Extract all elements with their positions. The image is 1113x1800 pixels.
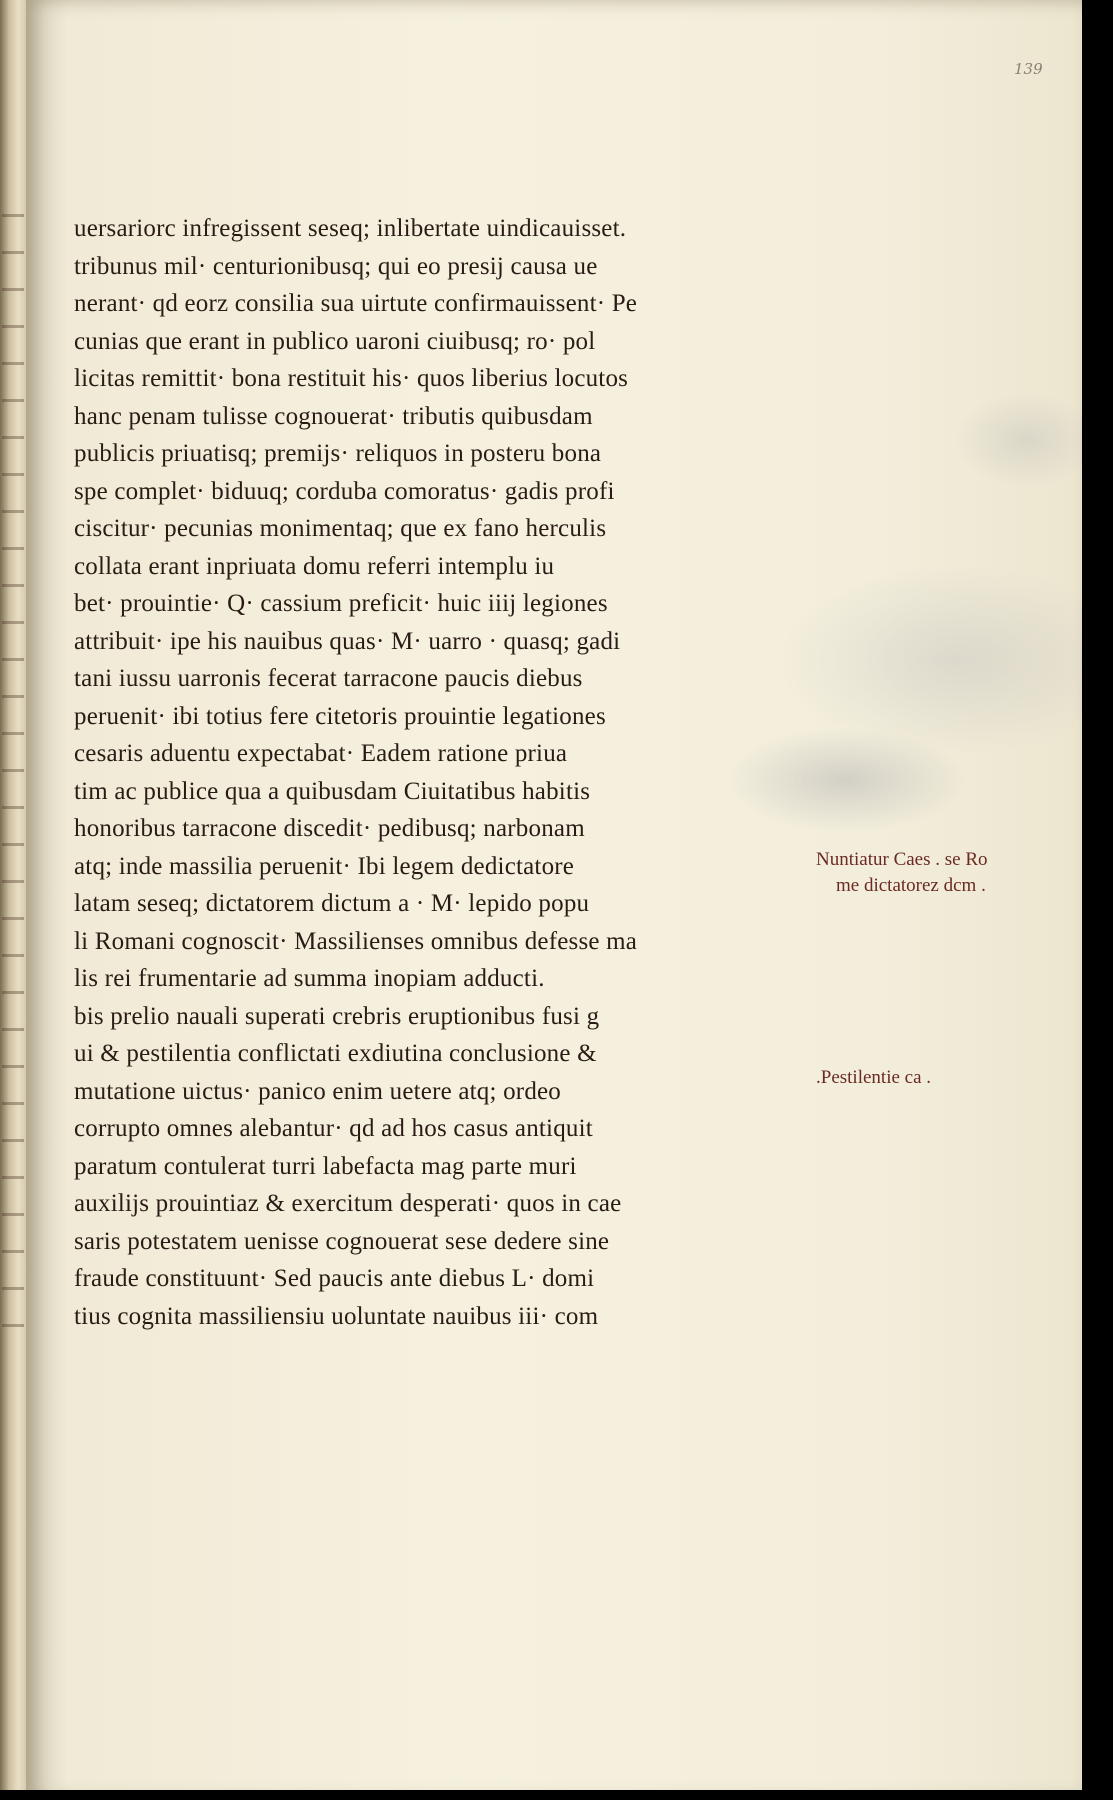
text-line: paratum contulerat turri labefacta mag parte muri bbox=[74, 1152, 577, 1180]
manuscript-folio bbox=[26, 0, 1082, 1800]
text-line: fraude constituunt· Sed paucis ante diebus L· domi bbox=[74, 1265, 595, 1292]
text-line: tribunus mil· centurionibusq; qui eo presij causa ue bbox=[74, 252, 598, 280]
text-line: honoribus tarracone discedit· pedibusq; narbonam bbox=[74, 815, 585, 842]
marginal-note-line: .Pestilentie ca . bbox=[816, 1067, 932, 1088]
previous-page-edge bbox=[0, 0, 26, 1800]
text-line: atq; inde massilia peruenit· Ibi legem dedictatore bbox=[74, 852, 575, 880]
marginal-note-dictator bbox=[816, 847, 988, 899]
text-line: peruenit· ibi totius fere citetoris prouintie legationes bbox=[74, 702, 606, 730]
marginal-note-pestilence bbox=[816, 1065, 931, 1091]
main-text-column bbox=[74, 210, 834, 1335]
text-line: latam seseq; dictatorem dictum a · M· lepido popu bbox=[74, 890, 590, 917]
text-line: corrupto omnes alebantur· qd ad hos casus antiquit bbox=[74, 1115, 593, 1142]
text-line: cunias que erant in publico uaroni ciuibusq; ro· pol bbox=[74, 327, 596, 355]
text-line: bis prelio nauali superati crebris eruptionibus fusi g bbox=[74, 1002, 600, 1030]
text-line: nerant· qd eorz consilia sua uirtute confirmauissent· Pe bbox=[74, 290, 638, 317]
previous-page-text-fragments bbox=[2, 190, 24, 1350]
text-line: tani iussu uarronis fecerat tarracone paucis diebus bbox=[74, 665, 583, 692]
text-line: tius cognita massiliensiu uoluntate nauibus iii· com bbox=[74, 1302, 599, 1330]
text-line: tim ac publice qua a quibusdam Ciuitatibus habitis bbox=[74, 777, 591, 805]
text-line: cesaris aduentu expectabat· Eadem ratione priua bbox=[74, 740, 568, 767]
text-line: saris potestatem uenisse cognouerat sese dedere sine bbox=[74, 1227, 610, 1255]
text-line: attribuit· ipe his nauibus quas· M· uarro · quasq; gadi bbox=[74, 627, 621, 655]
text-line: licitas remittit· bona restituit his· quos liberius locutos bbox=[74, 365, 629, 392]
text-line: hanc penam tulisse cognouerat· tributis quibusdam bbox=[74, 402, 593, 430]
text-line: collata erant inpriuata domu referri intemplu iu bbox=[74, 552, 555, 580]
text-line: publicis priuatisq; premijs· reliquos in posteru bona bbox=[74, 440, 602, 467]
text-line: mutatione uictus· panico enim uetere atq; ordeo bbox=[74, 1077, 562, 1105]
text-line: bet· prouintie· Q· cassium preficit· huic iiij legiones bbox=[74, 590, 608, 617]
marginal-note-line: me dictatorez dcm . bbox=[836, 875, 986, 896]
viewer-bottom-edge bbox=[0, 1790, 1113, 1800]
marginal-note-line: Nuntiatur Caes . se Ro bbox=[816, 849, 988, 870]
text-line: ui & pestilentia conflictati exdiutina conclusione & bbox=[74, 1040, 597, 1067]
text-line: spe complet· biduuq; corduba comoratus· gadis profi bbox=[74, 477, 615, 505]
text-line: ciscitur· pecunias monimentaq; que ex fano herculis bbox=[74, 515, 607, 542]
folio-number: 139 bbox=[1014, 60, 1043, 78]
text-line: uersariorc infregissent seseq; inlibertate uindicauisset. bbox=[74, 215, 627, 242]
text-line: lis rei frumentarie ad summa inopiam adducti. bbox=[74, 965, 545, 992]
text-line: li Romani cognoscit· Massilienses omnibus defesse ma bbox=[74, 927, 638, 955]
text-line: auxilijs prouintiaz & exercitum desperati· quos in cae bbox=[74, 1190, 622, 1217]
